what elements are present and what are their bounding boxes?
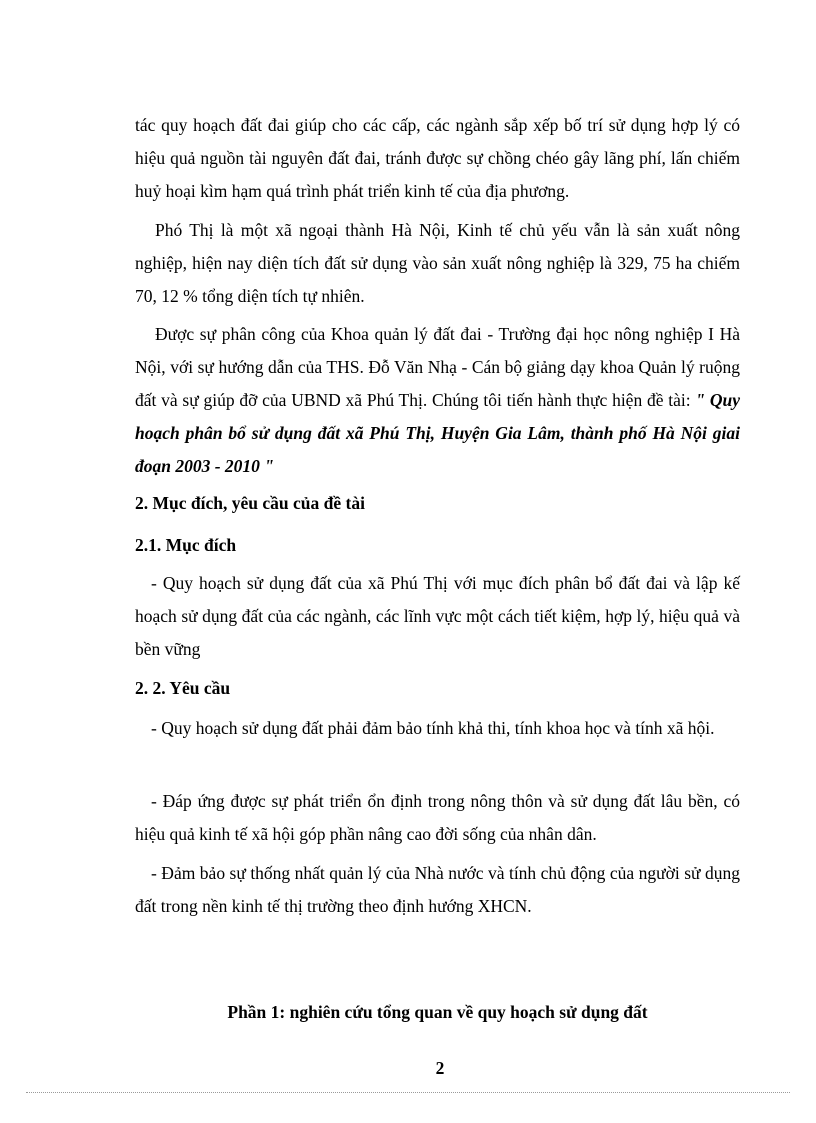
- page-number: 2: [435, 1058, 445, 1078]
- thesis-title: " Quy hoạch phân bổ sử dụng đất xã Phú Thị, Huyện Gia Lâm, thành phố Hà Nội giai đoạn 2003 - 2010 ": [135, 390, 740, 476]
- part-1-title: Phần 1: nghiên cứu tổng quan về quy hoạch sử dụng đất: [227, 1002, 648, 1022]
- paragraph-commune-overview: Phó Thị là một xã ngoại thành Hà Nội, Kinh tế chủ yếu vẫn là sản xuất nông nghiệp, hiện nay diện tích đất sử dụng vào sản xuất nông nghiệp là 329, 75 ha chiếm 70, 12 % tổng diện tích tự nhiên.: [135, 220, 740, 306]
- requirement-item-3: - Đảm bảo sự thống nhất quản lý của Nhà nước và tính chủ động của người sử dụng đất trong nền kinh tế thị trường theo định hướng XHCN.: [135, 863, 740, 916]
- footer-divider: [26, 1092, 790, 1093]
- requirement-item-1: - Quy hoạch sử dụng đất phải đảm bảo tính khả thi, tính khoa học và tính xã hội.: [151, 718, 715, 738]
- heading-section-2: 2. Mục đích, yêu cầu của đề tài: [135, 493, 365, 513]
- purpose-item: - Quy hoạch sử dụng đất của xã Phú Thị với mục đích phân bổ đất đai và lập kế hoạch sử dụng đất của các ngành, các lĩnh vực một cách tiết kiệm, hợp lý, hiệu quả và bền vững: [135, 573, 740, 659]
- paragraph-assignment: [135, 318, 740, 483]
- heading-section-2-1: 2.1. Mục đích: [135, 535, 237, 555]
- assignment-text: Được sự phân công của Khoa quản lý đất đai - Trường đại học nông nghiệp I Hà Nội, với sự hướng dẫn của THS. Đỗ Văn Nhạ - Cán bộ giảng dạy khoa Quản lý ruộng đất và sự giúp đỡ của UBND xã Phú Thị. Chúng tôi tiến hành thực hiện đề tài:: [135, 324, 740, 410]
- requirement-item-2: - Đáp ứng được sự phát triển ổn định trong nông thôn và sử dụng đất lâu bền, có hiệu quả kinh tế xã hội góp phần nâng cao đời sống của nhân dân.: [135, 791, 740, 844]
- paragraph-planning-benefits: tác quy hoạch đất đai giúp cho các cấp, các ngành sắp xếp bố trí sử dụng hợp lý có hiệu quả nguồn tài nguyên đất đai, tránh được sự chồng chéo gây lãng phí, lấn chiếm huỷ hoại kìm hạm quá trình phát triển kinh tế của địa phương.: [135, 115, 740, 201]
- heading-section-2-2: 2. 2. Yêu cầu: [135, 678, 231, 698]
